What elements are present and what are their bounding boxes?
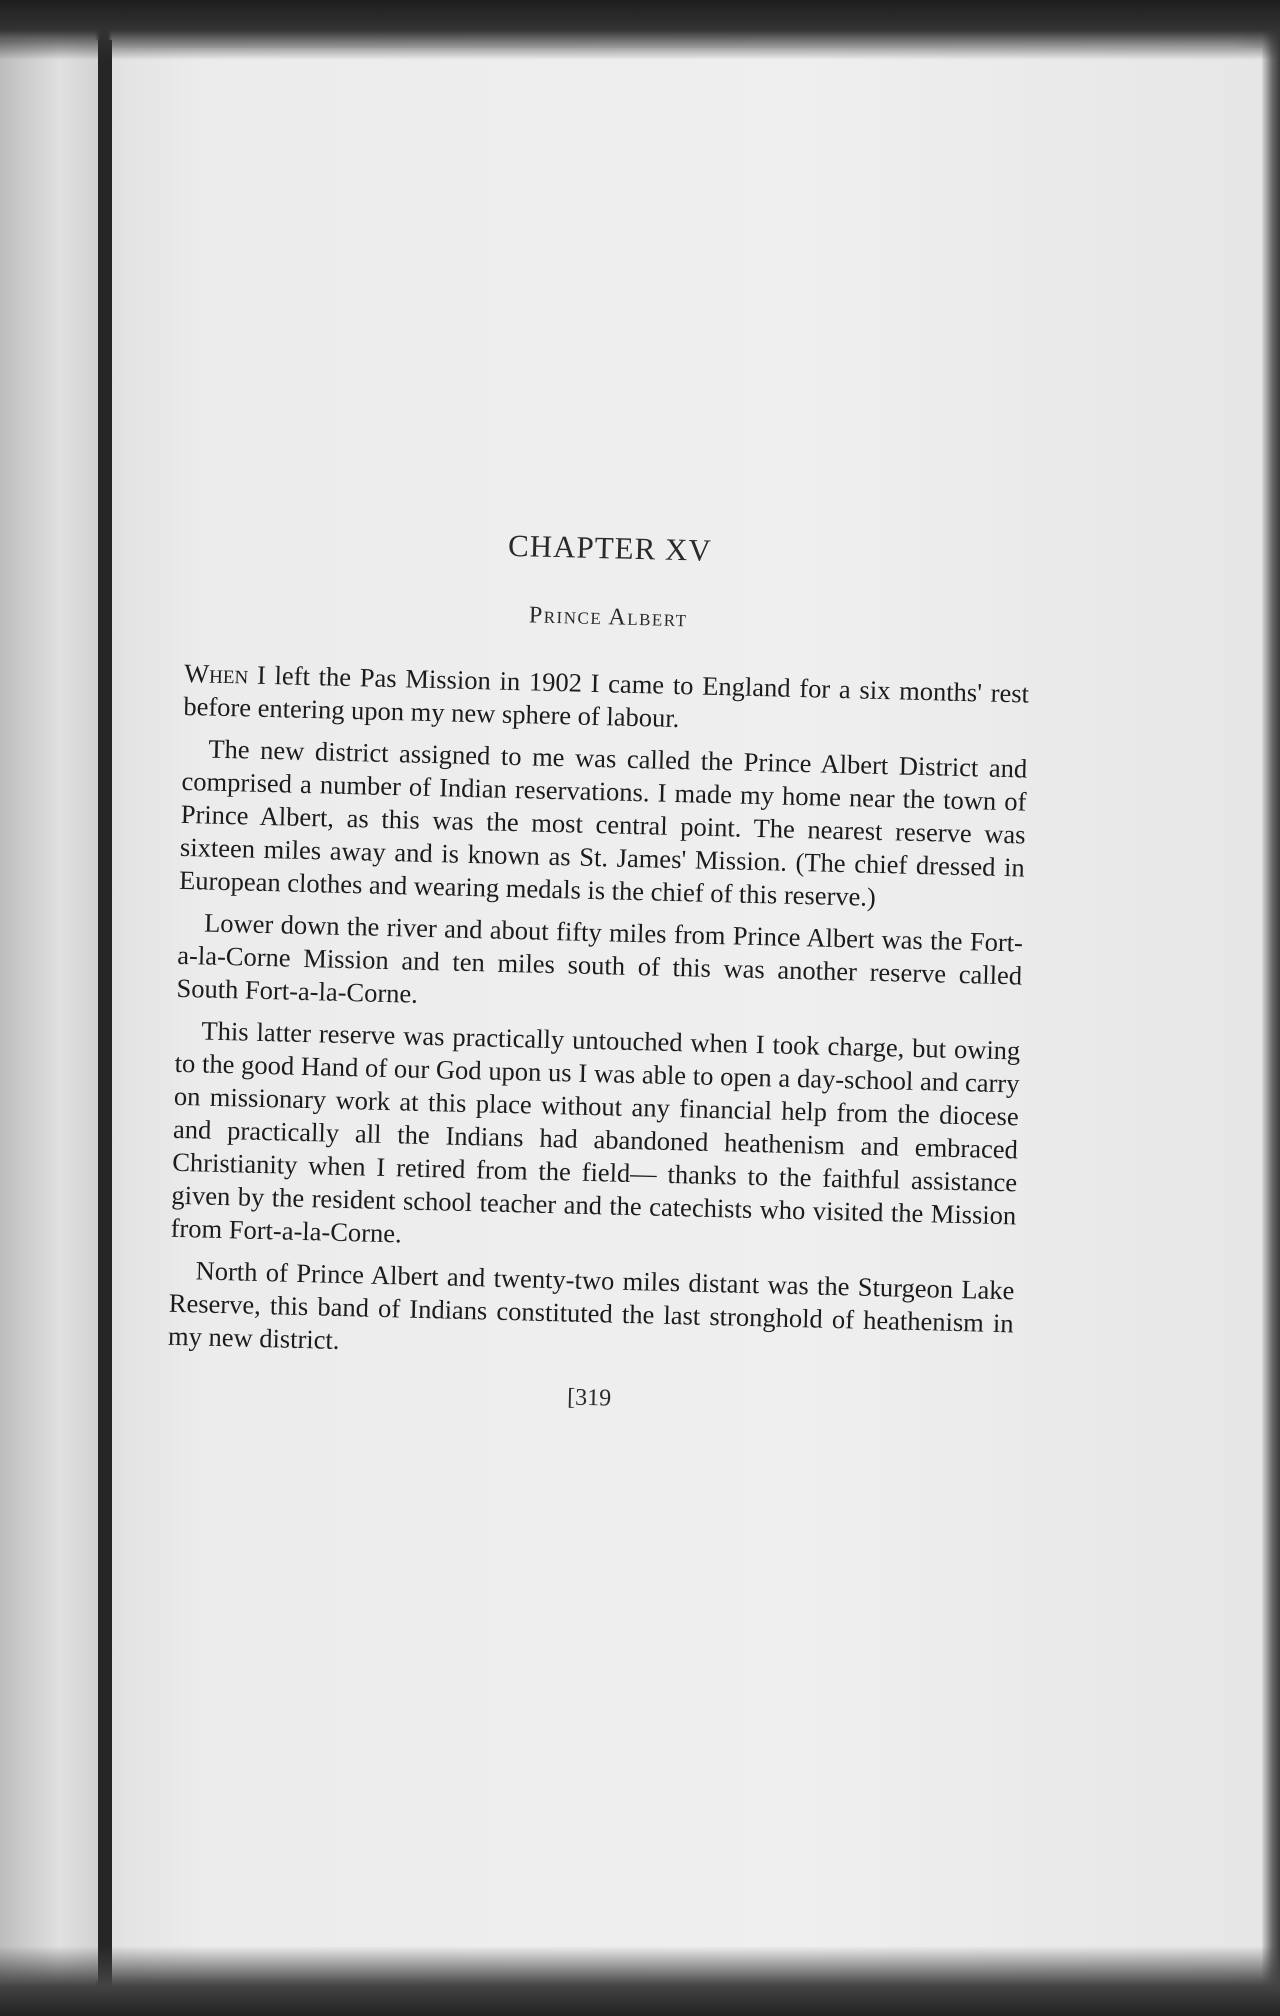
chapter-title: CHAPTER XV bbox=[507, 527, 713, 568]
bottom-scan-shadow bbox=[0, 1946, 1280, 2016]
paragraph-3: Lower down the river and about fifty miles from Prince Albert was the Fort-a-la-Corne Mission and ten miles south of this was another reserve called South Fort-a-la-Corne. bbox=[176, 907, 1024, 1009]
paragraph-1-text: I left the Pas Mission in 1902 I came to England for a six months' rest before entering upon my new sphere of labour. bbox=[183, 659, 1030, 734]
top-scan-shadow bbox=[0, 0, 1280, 60]
chapter-subtitle: Prince Albert bbox=[528, 602, 688, 633]
page-text-block bbox=[166, 520, 1032, 1422]
book-spine bbox=[98, 40, 112, 1990]
facing-page-edge bbox=[0, 40, 100, 1980]
paragraph-lead-word: When bbox=[183, 657, 249, 690]
paragraph-2: The new district assigned to me was called the Prince Albert District and comprised a number of Indian reservations. I made my home near the town of Prince Albert, as this was the most central point. The nearest reserve was sixteen miles away and is known as St. James' Mission. (The chief dressed in European clothes and wearing medals is the chief of this reserve.) bbox=[178, 733, 1028, 912]
paragraph-1 bbox=[183, 657, 1029, 744]
page-number: [319 bbox=[566, 1384, 612, 1412]
paragraph-5: North of Prince Albert and twenty-two miles distant was the Sturgeon Lake Reserve, this band of Indians constituted the last stronghold of heathenism in my new district. bbox=[167, 1255, 1015, 1355]
paragraph-4: This latter reserve was practically untouched when I took charge, but owing to the good Hand of our God upon us I was able to open a day-school and carry on missionary work at this place without any financial help from the diocese and practically all the Indians had abandoned heathenism and embraced Christianity when I retired from the field— thanks to the faithful assistance given by the resident school teacher and the catechists who visited the Mission from Fort-a-la-Corne. bbox=[170, 1015, 1021, 1249]
